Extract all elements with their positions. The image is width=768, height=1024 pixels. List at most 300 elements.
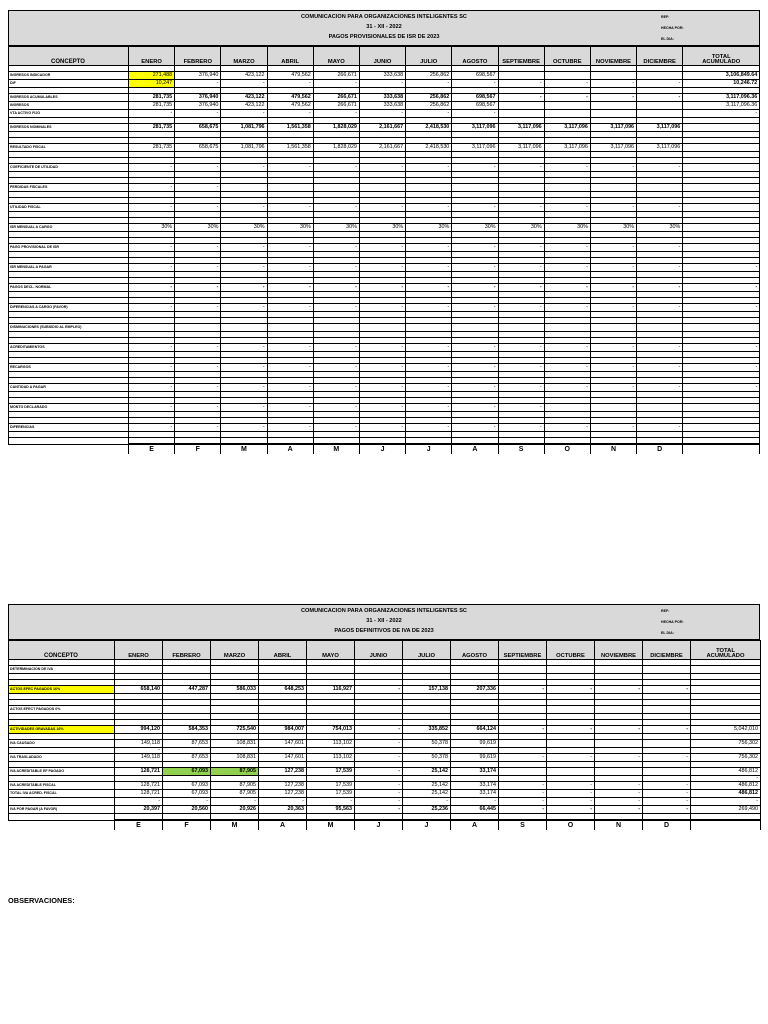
cell-marzo: 1,081,796: [221, 144, 267, 152]
cell-diciembre: -: [643, 790, 691, 798]
cell-diciembre: [637, 72, 683, 80]
month-header-junio: JUNIO: [355, 641, 403, 660]
cell-octubre: [547, 768, 595, 776]
cell-mayo: -: [313, 110, 359, 118]
cell-noviembre: 3,117,096: [590, 124, 636, 132]
month-letter: J: [406, 444, 452, 454]
cell-septiembre: -: [498, 264, 544, 272]
row-monto-declarado: [9, 404, 760, 412]
cell-septiembre: -: [498, 364, 544, 372]
cell-septiembre: [498, 324, 544, 332]
row-label: ACTOS EFECT PAGADOS 0%: [9, 706, 115, 714]
cell-octubre: -: [544, 424, 590, 432]
month-header-julio: JULIO: [403, 641, 451, 660]
cell-febrero: 20,560: [163, 806, 211, 814]
cell-abril: [267, 184, 313, 192]
row-label: ACREDITAMIENTOS: [9, 344, 129, 352]
cell-octubre: [544, 404, 590, 412]
cell-junio: -: [359, 204, 405, 212]
cell-febrero: -: [163, 798, 211, 806]
cell-abril: 127,238: [259, 790, 307, 798]
cell-junio: -: [359, 264, 405, 272]
cell-junio: 333,638: [359, 72, 405, 80]
cell-febrero: -: [175, 164, 221, 172]
month-letter: F: [163, 820, 211, 830]
cell-mayo: -: [313, 284, 359, 292]
row-resultado-fiscal: [9, 144, 760, 152]
month-header-abril: ABRIL: [259, 641, 307, 660]
row-dif: [9, 80, 760, 88]
total-acumulado-header: [683, 47, 760, 66]
month-letter: F: [175, 444, 221, 454]
cell-junio: 2,161,667: [359, 124, 405, 132]
cell-mayo: [313, 184, 359, 192]
row-cantidad-a-pagar: [9, 384, 760, 392]
cell-junio: -: [359, 404, 405, 412]
cell-marzo: 423,122: [221, 94, 267, 102]
cell-agosto: 30%: [452, 224, 498, 232]
cell-diciembre: [637, 102, 683, 110]
total-cell: [683, 424, 760, 432]
cell-febrero: 87,653: [163, 754, 211, 762]
row-isr-mensual-a-pagar: [9, 264, 760, 272]
cell-mayo: 95,563: [307, 806, 355, 814]
total-cell: -: [683, 384, 760, 392]
cell-abril: 127,238: [259, 782, 307, 790]
month-letter: A: [267, 444, 313, 454]
month-header-octubre: OCTUBRE: [544, 47, 590, 66]
cell-febrero: -: [175, 304, 221, 312]
cell-noviembre: -: [590, 344, 636, 352]
cell-mayo: -: [313, 204, 359, 212]
cell-junio: [355, 666, 403, 674]
cell-enero: 128,721: [115, 782, 163, 790]
cell-febrero: 376,940: [175, 72, 221, 80]
cell-enero: 658,140: [115, 686, 163, 694]
total-cell: [683, 164, 760, 172]
cell-enero: -: [129, 364, 175, 372]
cell-marzo: -: [221, 164, 267, 172]
month-letter: A: [259, 820, 307, 830]
cell-agosto: 698,567: [452, 94, 498, 102]
cell-enero: [115, 666, 163, 674]
cell-abril: 30%: [267, 224, 313, 232]
cell-abril: -: [267, 344, 313, 352]
cell-diciembre: 3,117,096: [637, 124, 683, 132]
cell-julio: 256,862: [406, 102, 452, 110]
cell-febrero: 67,093: [163, 790, 211, 798]
total-cell: -: [691, 798, 761, 806]
cell-enero: -: [129, 184, 175, 192]
row-actividades-gravadas-16: [9, 726, 761, 734]
cell-febrero: 67,093: [163, 782, 211, 790]
cell-junio: -: [359, 384, 405, 392]
row-diferencias-a-cargo-favor: [9, 304, 760, 312]
total-cell: [683, 324, 760, 332]
row-iva-por-pagar-a-favor: [9, 806, 761, 814]
cell-agosto: -: [452, 80, 498, 88]
cell-enero: 128,721: [115, 790, 163, 798]
cell-abril: -: [267, 80, 313, 88]
iva-month-letter-row: [9, 820, 761, 830]
cell-abril: 479,562: [267, 94, 313, 102]
cell-diciembre: [643, 740, 691, 748]
cell-mayo: -: [313, 424, 359, 432]
cell-mayo: 113,102: [307, 740, 355, 748]
cell-febrero: 67,093: [163, 768, 211, 776]
cell-junio: -: [359, 364, 405, 372]
month-letter: M: [211, 820, 259, 830]
cell-agosto: 3,117,096: [452, 124, 498, 132]
cell-mayo: 266,671: [313, 94, 359, 102]
iva-header: [8, 604, 760, 640]
cell-julio: -: [406, 284, 452, 292]
cell-julio: -: [403, 798, 451, 806]
row-label: DETERMINACION DE IVA: [9, 666, 115, 674]
cell-septiembre: [499, 706, 547, 714]
row-pagos-decl-normal: [9, 284, 760, 292]
footer-total-blank: [691, 820, 761, 830]
row-total-iva-acred-fiscal: [9, 790, 761, 798]
cell-enero: -: [129, 304, 175, 312]
cell-diciembre: -: [643, 754, 691, 762]
cell-julio: [403, 706, 451, 714]
month-letter: A: [452, 444, 498, 454]
cell-septiembre: -: [498, 404, 544, 412]
cell-marzo: -: [221, 264, 267, 272]
cell-junio: -: [355, 790, 403, 798]
month-header-mayo: MAYO: [313, 47, 359, 66]
row-label: TOTAL IVA ACRED. FISCAL: [9, 790, 115, 798]
cell-septiembre: [499, 666, 547, 674]
isr-table: [8, 46, 760, 454]
cell-febrero: -: [175, 404, 221, 412]
cell-enero: -: [129, 110, 175, 118]
cell-noviembre: -: [590, 80, 636, 88]
cell-septiembre: [498, 110, 544, 118]
row-iva-acreditable-fiscal: [9, 782, 761, 790]
month-letter: M: [221, 444, 267, 454]
row-actos-efect-pagados-0: [9, 706, 761, 714]
cell-julio: [403, 666, 451, 674]
cell-septiembre: -: [499, 782, 547, 790]
cell-junio: [359, 184, 405, 192]
total-cell: -: [683, 264, 760, 272]
cell-septiembre: -: [498, 204, 544, 212]
cell-abril: [259, 706, 307, 714]
cell-julio: -: [406, 364, 452, 372]
cell-diciembre: [643, 666, 691, 674]
cell-septiembre: [499, 768, 547, 776]
cell-julio: -: [406, 384, 452, 392]
total-label: TOTAL: [716, 648, 735, 654]
cell-julio: 157,138: [403, 686, 451, 694]
cell-julio: -: [406, 304, 452, 312]
row-iva-trasladado: [9, 754, 761, 762]
total-cell: 269,490: [691, 806, 761, 814]
cell-marzo: 87,905: [211, 782, 259, 790]
cell-enero: 149,118: [115, 754, 163, 762]
cell-diciembre: -: [643, 806, 691, 814]
cell-julio: 2,418,530: [406, 124, 452, 132]
cell-mayo: 116,927: [307, 686, 355, 694]
cell-enero: 281,735: [129, 144, 175, 152]
cell-abril: -: [259, 798, 307, 806]
el-dia-label: EL DIA:: [661, 37, 674, 41]
month-header-mayo: MAYO: [307, 641, 355, 660]
cell-septiembre: 3,117,096: [498, 144, 544, 152]
observaciones-label: OBSERVACIONES:: [8, 896, 75, 905]
cell-marzo: 87,905: [211, 790, 259, 798]
row-label: PERDIDAS FISCALES: [9, 184, 129, 192]
cell-marzo: -: [211, 798, 259, 806]
cell-febrero: 447,287: [163, 686, 211, 694]
cell-noviembre: -: [590, 384, 636, 392]
acumulado-label: ACUMULADO: [702, 59, 741, 65]
cell-noviembre: -: [590, 304, 636, 312]
month-letter: O: [547, 820, 595, 830]
cell-septiembre: -: [498, 424, 544, 432]
cell-marzo: -: [221, 404, 267, 412]
cell-septiembre: 3,117,096: [498, 124, 544, 132]
total-cell: [691, 686, 761, 694]
cell-junio: 333,638: [359, 94, 405, 102]
iva-table: [8, 640, 761, 830]
cell-marzo: 30%: [221, 224, 267, 232]
cell-octubre: -: [547, 686, 595, 694]
cell-enero: -: [129, 164, 175, 172]
cell-enero: [129, 324, 175, 332]
cell-septiembre: -: [499, 806, 547, 814]
row-label: DIFERENCIAS: [9, 424, 129, 432]
cell-agosto: 33,174: [451, 768, 499, 776]
row-label: IVA TRASLADADO: [9, 754, 115, 762]
month-header-diciembre: DICIEMBRE: [643, 641, 691, 660]
row-coeficiente-de-utilidad: [9, 164, 760, 172]
cell-octubre: -: [544, 304, 590, 312]
cell-mayo: -: [307, 798, 355, 806]
cell-diciembre: [637, 110, 683, 118]
ref-label: REF:: [661, 15, 670, 19]
cell-julio: 25,236: [403, 806, 451, 814]
cell-septiembre: -: [499, 798, 547, 806]
month-header-noviembre: NOVIEMBRE: [590, 47, 636, 66]
month-letter: S: [498, 444, 544, 454]
cell-diciembre: 3,117,096: [637, 144, 683, 152]
cell-agosto: 207,336: [451, 686, 499, 694]
cell-mayo: -: [313, 384, 359, 392]
cell-mayo: [313, 324, 359, 332]
hecha-por-label: HECHA POR:: [661, 26, 684, 30]
cell-julio: 256,862: [406, 72, 452, 80]
cell-noviembre: -: [590, 364, 636, 372]
month-header-abril: ABRIL: [267, 47, 313, 66]
cell-febrero: -: [175, 244, 221, 252]
total-cell: 486,812: [691, 790, 761, 798]
cell-junio: -: [359, 244, 405, 252]
month-letter: O: [544, 444, 590, 454]
cell-septiembre: -: [498, 344, 544, 352]
cell-octubre: -: [544, 204, 590, 212]
cell-diciembre: [643, 768, 691, 776]
cell-febrero: 87,653: [163, 740, 211, 748]
month-letter: D: [643, 820, 691, 830]
cell-junio: -: [355, 726, 403, 734]
cell-enero: 128,721: [115, 768, 163, 776]
cell-octubre: -: [547, 798, 595, 806]
cell-noviembre: -: [590, 244, 636, 252]
cell-febrero: 376,940: [175, 94, 221, 102]
cell-abril: 127,238: [259, 768, 307, 776]
cell-junio: 333,638: [359, 102, 405, 110]
cell-diciembre: -: [637, 384, 683, 392]
row-label: UTILIDAD FISCAL: [9, 204, 129, 212]
cell-marzo: -: [221, 304, 267, 312]
cell-julio: [406, 184, 452, 192]
cell-febrero: 30%: [175, 224, 221, 232]
month-header-agosto: AGOSTO: [452, 47, 498, 66]
cell-mayo: [307, 706, 355, 714]
total-cell: 5,042,010: [691, 726, 761, 734]
cell-octubre: -: [544, 384, 590, 392]
total-cell: 486,812: [691, 782, 761, 790]
cell-julio: -: [406, 344, 452, 352]
cell-julio: 335,852: [403, 726, 451, 734]
cell-septiembre: 30%: [498, 224, 544, 232]
cell-noviembre: -: [595, 726, 643, 734]
cell-noviembre: [595, 768, 643, 776]
cell-agosto: -: [451, 798, 499, 806]
cell-junio: 2,161,667: [359, 144, 405, 152]
cell-agosto: 3,117,096: [452, 144, 498, 152]
cell-agosto: -: [452, 364, 498, 372]
cell-mayo: -: [313, 264, 359, 272]
cell-julio: -: [406, 164, 452, 172]
cell-septiembre: -: [498, 384, 544, 392]
cell-junio: -: [359, 284, 405, 292]
cell-abril: -: [267, 304, 313, 312]
cell-septiembre: -: [499, 686, 547, 694]
cell-febrero: 376,940: [175, 102, 221, 110]
row-utilidad-fiscal: [9, 204, 760, 212]
cell-junio: -: [359, 80, 405, 88]
cell-noviembre: -: [590, 284, 636, 292]
spacer-row: [9, 798, 761, 806]
cell-noviembre: -: [590, 94, 636, 102]
cell-julio: -: [406, 404, 452, 412]
cell-octubre: -: [547, 754, 595, 762]
month-letter: J: [355, 820, 403, 830]
cell-junio: -: [355, 740, 403, 748]
month-letter: M: [307, 820, 355, 830]
cell-mayo: 17,539: [307, 790, 355, 798]
cell-agosto: [452, 184, 498, 192]
total-cell: [691, 706, 761, 714]
cell-febrero: 658,675: [175, 144, 221, 152]
cell-agosto: 698,567: [452, 72, 498, 80]
ref-label: REF:: [661, 609, 670, 613]
row-determinacion-de-iva: [9, 666, 761, 674]
row-ingresos: [9, 102, 760, 110]
footer-total-blank: [683, 444, 760, 454]
cell-marzo: 20,926: [211, 806, 259, 814]
cell-marzo: [221, 184, 267, 192]
cell-abril: -: [267, 384, 313, 392]
cell-septiembre: -: [498, 244, 544, 252]
cell-octubre: -: [544, 284, 590, 292]
cell-septiembre: -: [499, 726, 547, 734]
row-label: DIF: [9, 80, 129, 88]
cell-agosto: [451, 706, 499, 714]
cell-octubre: -: [544, 94, 590, 102]
cell-febrero: -: [175, 184, 221, 192]
cell-septiembre: -: [498, 94, 544, 102]
row-label: INGRESOS ACUMULABLES: [9, 94, 129, 102]
company-name: COMUNICACION PARA ORGANIZACIONES INTELIGENTES SC: [301, 608, 467, 614]
total-cell: [683, 244, 760, 252]
company-name: COMUNICACION PARA ORGANIZACIONES INTELIGENTES SC: [301, 14, 467, 20]
cell-abril: -: [267, 424, 313, 432]
cell-junio: -: [355, 798, 403, 806]
cell-mayo: -: [313, 244, 359, 252]
cell-mayo: -: [313, 344, 359, 352]
cell-diciembre: -: [643, 686, 691, 694]
cell-febrero: [163, 706, 211, 714]
cell-septiembre: -: [498, 80, 544, 88]
cell-junio: -: [359, 344, 405, 352]
total-cell: 3,106,849.64: [683, 72, 760, 80]
cell-septiembre: -: [498, 304, 544, 312]
row-label: VTA ACTIVO FIJO: [9, 110, 129, 118]
cell-febrero: 658,675: [175, 124, 221, 132]
cell-agosto: -: [452, 384, 498, 392]
row-diferencias: [9, 424, 760, 432]
cell-mayo: 1,828,029: [313, 144, 359, 152]
cell-octubre: [544, 72, 590, 80]
cell-marzo: -: [221, 364, 267, 372]
row-label: IVA CAUSADO: [9, 740, 115, 748]
cell-diciembre: -: [637, 94, 683, 102]
cell-enero: 281,735: [129, 102, 175, 110]
cell-abril: 479,562: [267, 102, 313, 110]
cell-julio: [406, 324, 452, 332]
cell-mayo: 754,013: [307, 726, 355, 734]
cell-diciembre: [643, 706, 691, 714]
cell-enero: -: [129, 264, 175, 272]
total-cell: 756,302: [691, 754, 761, 762]
total-cell: [683, 224, 760, 232]
cell-abril: -: [267, 284, 313, 292]
cell-junio: -: [355, 806, 403, 814]
cell-noviembre: [590, 102, 636, 110]
row-ingresos-acumulables: [9, 94, 760, 102]
cell-agosto: [452, 324, 498, 332]
total-cell: -: [683, 110, 760, 118]
cell-julio: 2,418,530: [406, 144, 452, 152]
cell-enero: -: [115, 798, 163, 806]
cell-enero: 281,735: [129, 94, 175, 102]
cell-abril: 479,562: [267, 72, 313, 80]
cell-agosto: -: [452, 110, 498, 118]
cell-agosto: -: [452, 404, 498, 412]
cell-octubre: -: [547, 726, 595, 734]
month-header-marzo: MARZO: [221, 47, 267, 66]
cell-agosto: -: [452, 204, 498, 212]
el-dia-label: EL DIA:: [661, 631, 674, 635]
isr-sheet: [8, 10, 760, 454]
row-ingresos-indicador: [9, 72, 760, 80]
cell-septiembre: [499, 740, 547, 748]
